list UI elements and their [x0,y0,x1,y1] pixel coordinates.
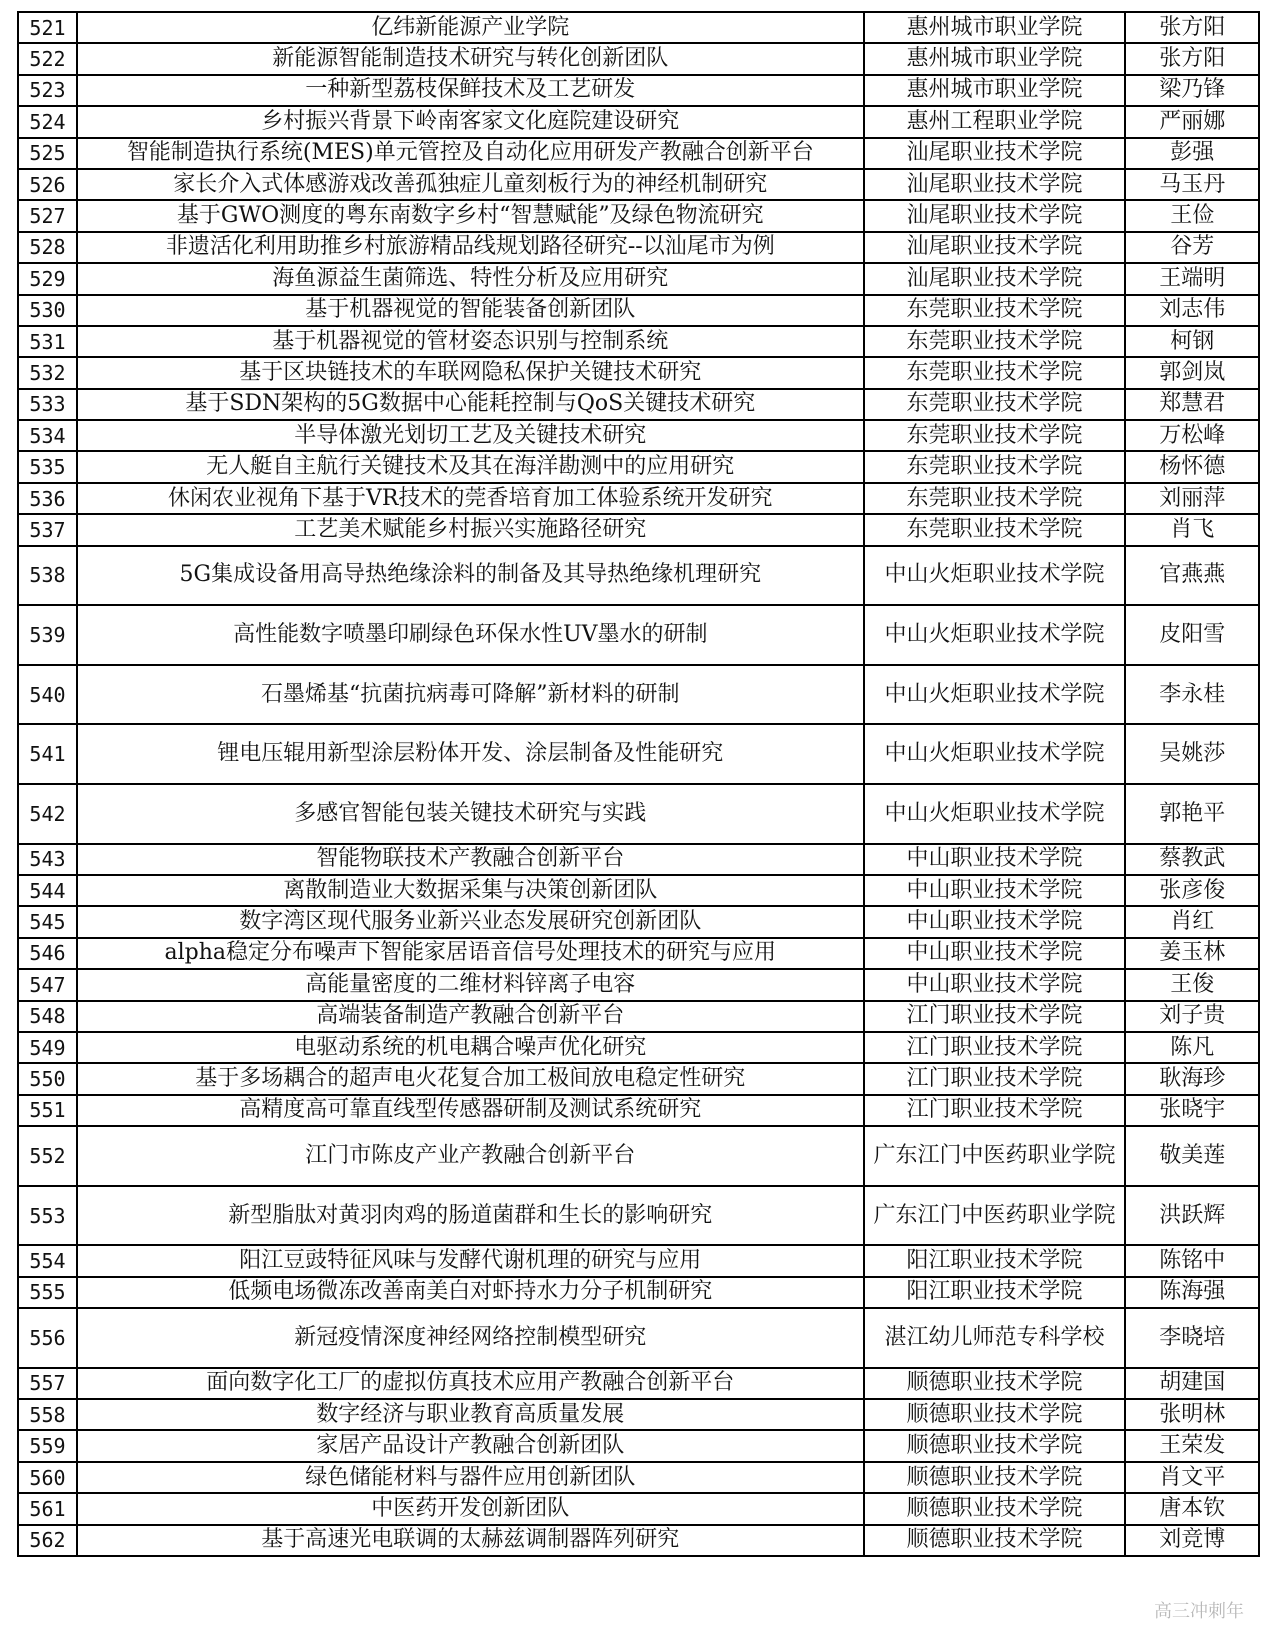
project-name-cell: 高能量密度的二维材料锌离子电容 [77,969,864,1000]
table-row [18,1095,1259,1126]
row-number-cell: 524 [18,106,77,137]
school-name-cell: 中山火炬职业技术学院 [864,724,1126,784]
table-row [18,169,1259,200]
school-name-cell: 汕尾职业技术学院 [864,138,1126,169]
leader-name-cell: 张方阳 [1125,12,1259,43]
leader-name-cell: 马玉丹 [1125,169,1259,200]
project-name-cell: 阳江豆豉特征风味与发酵代谢机理的研究与应用 [77,1245,864,1276]
table-row [18,43,1259,74]
school-name-cell: 中山职业技术学院 [864,969,1126,1000]
leader-name-cell: 王端明 [1125,263,1259,294]
leader-name-cell: 王俊 [1125,969,1259,1000]
project-name-cell: 家居产品设计产教融合创新团队 [77,1430,864,1461]
leader-name-cell: 郭剑岚 [1125,357,1259,388]
leader-name-cell: 刘丽萍 [1125,483,1259,514]
school-name-cell: 东莞职业技术学院 [864,420,1126,451]
school-name-cell: 顺德职业技术学院 [864,1525,1126,1556]
school-name-cell: 顺德职业技术学院 [864,1493,1126,1524]
school-name-cell: 东莞职业技术学院 [864,389,1126,420]
row-number-cell: 562 [18,1525,77,1556]
project-name-cell: 休闲农业视角下基于VR技术的莞香培育加工体验系统开发研究 [77,483,864,514]
school-name-cell: 东莞职业技术学院 [864,295,1126,326]
leader-name-cell: 陈凡 [1125,1032,1259,1063]
project-name-cell: 非遗活化利用助推乡村旅游精品线规划路径研究--以汕尾市为例 [77,232,864,263]
school-name-cell: 顺德职业技术学院 [864,1462,1126,1493]
project-name-cell: 海鱼源益生菌筛选、特性分析及应用研究 [77,263,864,294]
project-name-cell: 基于机器视觉的智能装备创新团队 [77,295,864,326]
row-number-cell: 555 [18,1277,77,1308]
row-number-cell: 531 [18,326,77,357]
table-row [18,1399,1259,1430]
row-number-cell: 533 [18,389,77,420]
leader-name-cell: 严丽娜 [1125,106,1259,137]
row-number-cell: 543 [18,844,77,875]
project-name-cell: 绿色储能材料与器件应用创新团队 [77,1462,864,1493]
table-row [18,969,1259,1000]
row-number-cell: 521 [18,12,77,43]
row-number-cell: 548 [18,1001,77,1032]
row-number-cell: 532 [18,357,77,388]
project-name-cell: 基于多场耦合的超声电火花复合加工极间放电稳定性研究 [77,1063,864,1094]
school-name-cell: 东莞职业技术学院 [864,451,1126,482]
row-number-cell: 559 [18,1430,77,1461]
school-name-cell: 阳江职业技术学院 [864,1277,1126,1308]
row-number-cell: 561 [18,1493,77,1524]
row-number-cell: 539 [18,605,77,665]
table-row [18,1493,1259,1524]
leader-name-cell: 万松峰 [1125,420,1259,451]
school-name-cell: 顺德职业技术学院 [864,1399,1126,1430]
table-row [18,1308,1259,1368]
project-name-cell: 面向数字化工厂的虚拟仿真技术应用产教融合创新平台 [77,1368,864,1399]
leader-name-cell: 胡建国 [1125,1368,1259,1399]
table-row [18,1186,1259,1246]
leader-name-cell: 刘子贵 [1125,1001,1259,1032]
table-row [18,844,1259,875]
project-name-cell: 数字经济与职业教育高质量发展 [77,1399,864,1430]
project-name-cell: 石墨烯基“抗菌抗病毒可降解”新材料的研制 [77,665,864,725]
leader-name-cell: 张彦俊 [1125,875,1259,906]
row-number-cell: 544 [18,875,77,906]
project-name-cell: 高性能数字喷墨印刷绿色环保水性UV墨水的研制 [77,605,864,665]
school-name-cell: 广东江门中医药职业学院 [864,1126,1126,1186]
project-name-cell: 5G集成设备用高导热绝缘涂料的制备及其导热绝缘机理研究 [77,546,864,606]
leader-name-cell: 官燕燕 [1125,546,1259,606]
row-number-cell: 523 [18,75,77,106]
row-number-cell: 557 [18,1368,77,1399]
school-name-cell: 东莞职业技术学院 [864,326,1126,357]
school-name-cell: 东莞职业技术学院 [864,483,1126,514]
row-number-cell: 552 [18,1126,77,1186]
row-number-cell: 545 [18,906,77,937]
table-row [18,389,1259,420]
row-number-cell: 550 [18,1063,77,1094]
table-row [18,1001,1259,1032]
school-name-cell: 中山职业技术学院 [864,906,1126,937]
school-name-cell: 汕尾职业技术学院 [864,263,1126,294]
table-row [18,483,1259,514]
school-name-cell: 惠州城市职业学院 [864,43,1126,74]
table-row [18,665,1259,725]
table-row [18,75,1259,106]
school-name-cell: 惠州城市职业学院 [864,12,1126,43]
table-row [18,1430,1259,1461]
table-row [18,326,1259,357]
project-name-cell: 低频电场微冻改善南美白对虾持水力分子机制研究 [77,1277,864,1308]
leader-name-cell: 刘竞博 [1125,1525,1259,1556]
leader-name-cell: 肖飞 [1125,514,1259,545]
project-name-cell: 亿纬新能源产业学院 [77,12,864,43]
school-name-cell: 惠州工程职业学院 [864,106,1126,137]
leader-name-cell: 张方阳 [1125,43,1259,74]
project-name-cell: 工艺美术赋能乡村振兴实施路径研究 [77,514,864,545]
project-name-cell: 基于高速光电联调的太赫兹调制器阵列研究 [77,1525,864,1556]
school-name-cell: 东莞职业技术学院 [864,357,1126,388]
table-row [18,724,1259,784]
table-row [18,938,1259,969]
project-name-cell: 家长介入式体感游戏改善孤独症儿童刻板行为的神经机制研究 [77,169,864,200]
project-name-cell: 电驱动系统的机电耦合噪声优化研究 [77,1032,864,1063]
school-name-cell: 惠州城市职业学院 [864,75,1126,106]
row-number-cell: 556 [18,1308,77,1368]
project-name-cell: 智能制造执行系统(MES)单元管控及自动化应用研发产教融合创新平台 [77,138,864,169]
row-number-cell: 527 [18,200,77,231]
row-number-cell: 551 [18,1095,77,1126]
school-name-cell: 中山职业技术学院 [864,875,1126,906]
leader-name-cell: 敬美莲 [1125,1126,1259,1186]
school-name-cell: 中山火炬职业技术学院 [864,546,1126,606]
table-row [18,295,1259,326]
leader-name-cell: 郭艳平 [1125,784,1259,844]
table-row [18,1277,1259,1308]
school-name-cell: 江门职业技术学院 [864,1063,1126,1094]
leader-name-cell: 张明林 [1125,1399,1259,1430]
project-name-cell: 锂电压辊用新型涂层粉体开发、涂层制备及性能研究 [77,724,864,784]
leader-name-cell: 张晓宇 [1125,1095,1259,1126]
project-name-cell: alpha稳定分布噪声下智能家居语音信号处理技术的研究与应用 [77,938,864,969]
leader-name-cell: 蔡教武 [1125,844,1259,875]
row-number-cell: 530 [18,295,77,326]
row-number-cell: 529 [18,263,77,294]
school-name-cell: 江门职业技术学院 [864,1001,1126,1032]
school-name-cell: 中山火炬职业技术学院 [864,665,1126,725]
table-row [18,106,1259,137]
project-name-cell: 新冠疫情深度神经网络控制模型研究 [77,1308,864,1368]
leader-name-cell: 彭强 [1125,138,1259,169]
table-row [18,12,1259,43]
row-number-cell: 546 [18,938,77,969]
leader-name-cell: 耿海珍 [1125,1063,1259,1094]
row-number-cell: 538 [18,546,77,606]
table-row [18,1245,1259,1276]
row-number-cell: 560 [18,1462,77,1493]
project-name-cell: 基于区块链技术的车联网隐私保护关键技术研究 [77,357,864,388]
row-number-cell: 534 [18,420,77,451]
row-number-cell: 526 [18,169,77,200]
leader-name-cell: 谷芳 [1125,232,1259,263]
school-name-cell: 阳江职业技术学院 [864,1245,1126,1276]
row-number-cell: 522 [18,43,77,74]
project-name-cell: 中医药开发创新团队 [77,1493,864,1524]
table-row [18,514,1259,545]
row-number-cell: 542 [18,784,77,844]
project-name-cell: 多感官智能包装关键技术研究与实践 [77,784,864,844]
table-row [18,784,1259,844]
project-name-cell: 新能源智能制造技术研究与转化创新团队 [77,43,864,74]
school-name-cell: 顺德职业技术学院 [864,1368,1126,1399]
row-number-cell: 549 [18,1032,77,1063]
table-row [18,1126,1259,1186]
project-list-table [17,11,1260,1557]
project-name-cell: 高精度高可靠直线型传感器研制及测试系统研究 [77,1095,864,1126]
leader-name-cell: 李晓培 [1125,1308,1259,1368]
table-body [18,12,1259,1556]
row-number-cell: 554 [18,1245,77,1276]
leader-name-cell: 李永桂 [1125,665,1259,725]
school-name-cell: 中山职业技术学院 [864,938,1126,969]
row-number-cell: 541 [18,724,77,784]
leader-name-cell: 肖文平 [1125,1462,1259,1493]
leader-name-cell: 王俭 [1125,200,1259,231]
table-row [18,1525,1259,1556]
school-name-cell: 中山职业技术学院 [864,844,1126,875]
school-name-cell: 江门职业技术学院 [864,1095,1126,1126]
table-row [18,1368,1259,1399]
row-number-cell: 537 [18,514,77,545]
row-number-cell: 525 [18,138,77,169]
school-name-cell: 汕尾职业技术学院 [864,232,1126,263]
school-name-cell: 中山火炬职业技术学院 [864,784,1126,844]
row-number-cell: 553 [18,1186,77,1246]
row-number-cell: 528 [18,232,77,263]
leader-name-cell: 唐本钦 [1125,1493,1259,1524]
project-name-cell: 基于GWO测度的粤东南数字乡村“智慧赋能”及绿色物流研究 [77,200,864,231]
project-name-cell: 数字湾区现代服务业新兴业态发展研究创新团队 [77,906,864,937]
project-name-cell: 江门市陈皮产业产教融合创新平台 [77,1126,864,1186]
leader-name-cell: 柯钢 [1125,326,1259,357]
school-name-cell: 汕尾职业技术学院 [864,169,1126,200]
leader-name-cell: 皮阳雪 [1125,605,1259,665]
project-name-cell: 离散制造业大数据采集与决策创新团队 [77,875,864,906]
table-row [18,451,1259,482]
leader-name-cell: 吴姚莎 [1125,724,1259,784]
table-row [18,357,1259,388]
leader-name-cell: 陈海强 [1125,1277,1259,1308]
project-name-cell: 高端装备制造产教融合创新平台 [77,1001,864,1032]
table-row [18,1063,1259,1094]
school-name-cell: 顺德职业技术学院 [864,1430,1126,1461]
table-row [18,1032,1259,1063]
table-row [18,546,1259,606]
leader-name-cell: 姜玉林 [1125,938,1259,969]
leader-name-cell: 刘志伟 [1125,295,1259,326]
school-name-cell: 广东江门中医药职业学院 [864,1186,1126,1246]
leader-name-cell: 杨怀德 [1125,451,1259,482]
project-name-cell: 半导体激光划切工艺及关键技术研究 [77,420,864,451]
project-name-cell: 一种新型荔枝保鲜技术及工艺研发 [77,75,864,106]
project-name-cell: 基于SDN架构的5G数据中心能耗控制与QoS关键技术研究 [77,389,864,420]
table-row [18,420,1259,451]
project-name-cell: 新型脂肽对黄羽肉鸡的肠道菌群和生长的影响研究 [77,1186,864,1246]
table-row [18,605,1259,665]
row-number-cell: 547 [18,969,77,1000]
table-row [18,1462,1259,1493]
project-name-cell: 乡村振兴背景下岭南客家文化庭院建设研究 [77,106,864,137]
table-row [18,263,1259,294]
table-row [18,875,1259,906]
leader-name-cell: 肖红 [1125,906,1259,937]
leader-name-cell: 洪跃辉 [1125,1186,1259,1246]
project-name-cell: 智能物联技术产教融合创新平台 [77,844,864,875]
row-number-cell: 535 [18,451,77,482]
leader-name-cell: 王荣发 [1125,1430,1259,1461]
leader-name-cell: 陈铭中 [1125,1245,1259,1276]
row-number-cell: 536 [18,483,77,514]
leader-name-cell: 梁乃锋 [1125,75,1259,106]
school-name-cell: 江门职业技术学院 [864,1032,1126,1063]
row-number-cell: 558 [18,1399,77,1430]
row-number-cell: 540 [18,665,77,725]
school-name-cell: 中山火炬职业技术学院 [864,605,1126,665]
table-row [18,906,1259,937]
school-name-cell: 湛江幼儿师范专科学校 [864,1308,1126,1368]
table-row [18,200,1259,231]
school-name-cell: 东莞职业技术学院 [864,514,1126,545]
school-name-cell: 汕尾职业技术学院 [864,200,1126,231]
project-name-cell: 基于机器视觉的管材姿态识别与控制系统 [77,326,864,357]
table-row [18,138,1259,169]
table-row [18,232,1259,263]
watermark-text: 高三冲刺年 [1154,1601,1244,1622]
project-name-cell: 无人艇自主航行关键技术及其在海洋勘测中的应用研究 [77,451,864,482]
leader-name-cell: 郑慧君 [1125,389,1259,420]
